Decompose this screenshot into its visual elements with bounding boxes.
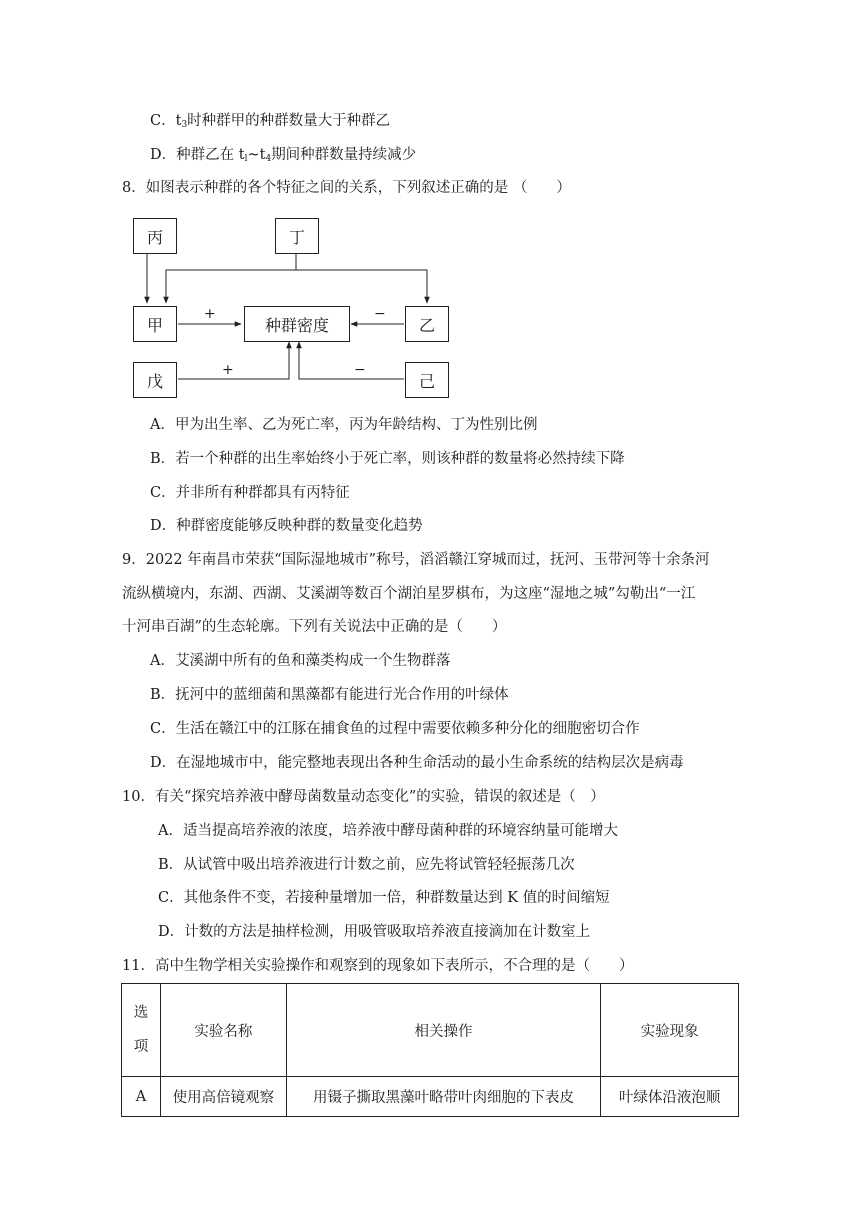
header-operation: 相关操作 [286,984,600,1077]
sign-minus-yi: − [374,306,386,322]
q10-option-b: B．从试管中吸出培养液进行计数之前，应先将试管轻轻振荡几次 [158,857,575,873]
q8-option-b: B．若一个种群的出生率始终小于死亡率，则该种群的数量将必然持续下降 [150,451,625,467]
cell-experiment-name: 使用高倍镜观察 [160,1077,286,1117]
q11-table [121,983,739,1117]
header-option-char-1: 选 [133,1005,149,1021]
cell-phenomenon: 叶绿体沿液泡顺 [601,1077,739,1117]
q7-option-d: D．种群乙在 $t_l\sim t_4$期间种群数量持续减少 [150,147,417,164]
sign-plus-jia: + [204,306,216,322]
q9-stem-line-2: 流纵横境内，东湖、西湖、艾溪湖等数百个湖泊星罗棋布，为这座“湿地之城”勾勒出“一江 [122,586,696,602]
q8-option-d: D．种群密度能够反映种群的数量变化趋势 [150,518,423,534]
q8-option-c: C．并非所有种群都具有丙特征 [150,485,350,501]
q9-option-d: D．在湿地城市中，能完整地表现出各种生命活动的最小生命系统的结构层次是病毒 [150,755,684,771]
q9-option-a: A．艾溪湖中所有的鱼和藻类构成一个生物群落 [150,653,451,669]
q10-option-d: D．计数的方法是抽样检测，用吸管吸取培养液直接滴加在计数室上 [158,924,591,940]
diagram-arrows [0,0,860,420]
q9-stem-line-3: 十河串百湖”的生态轮廓。下列有关说法中正确的是（ ） [122,619,507,635]
box-population-density: 种群密度 [244,306,350,342]
box-bing: 丙 [133,218,177,254]
box-ji: 己 [405,362,449,398]
sign-plus-wu: + [222,362,234,378]
table-header-row [122,984,739,1077]
q8-option-a: A．甲为出生率、乙为死亡率，丙为年龄结构、丁为性别比例 [150,417,538,433]
header-phenomenon: 实验现象 [601,984,739,1077]
q7-option-c: C．$t_3$时种群甲的种群数量大于种群乙 [150,113,391,130]
q9-option-b: B．抚河中的蓝细菌和黑藻都有能进行光合作用的叶绿体 [150,687,509,703]
q10-option-c: C．其他条件不变，若接种量增加一倍，种群数量达到 K 值的时间缩短 [158,890,610,906]
box-jia: 甲 [133,306,177,342]
cell-operation: 用镊子撕取黑藻叶略带叶肉细胞的下表皮 [286,1077,600,1117]
q10-stem: 10．有关“探究培养液中酵母菌数量动态变化”的实验，错误的叙述是（ ） [122,789,605,805]
q8-stem: 8．如图表示种群的各个特征之间的关系，下列叙述正确的是 （ ） [122,180,571,196]
q11-stem: 11．高中生物学相关实验操作和观察到的现象如下表所示，不合理的是（ ） [122,958,634,974]
header-experiment-name: 实验名称 [160,984,286,1077]
sign-minus-ji: − [354,362,366,378]
box-yi: 乙 [405,306,449,342]
box-ding: 丁 [275,218,319,254]
header-option [122,984,161,1077]
q10-option-a: A．适当提高培养液的浓度，培养液中酵母菌种群的环境容纳量可能增大 [158,823,618,839]
q9-stem-line-1: 9．2022 年南昌市荣获“国际湿地城市”称号，滔滔赣江穿城而过，抚河、玉带河等十余条河 [122,552,710,568]
table-row [122,1077,739,1117]
q9-option-c: C．生活在赣江中的江豚在捕食鱼的过程中需要依赖多种分化的细胞密切合作 [150,721,640,737]
box-wu: 戊 [133,362,177,398]
header-option-char-2: 项 [133,1039,149,1055]
cell-option: A [122,1077,161,1117]
